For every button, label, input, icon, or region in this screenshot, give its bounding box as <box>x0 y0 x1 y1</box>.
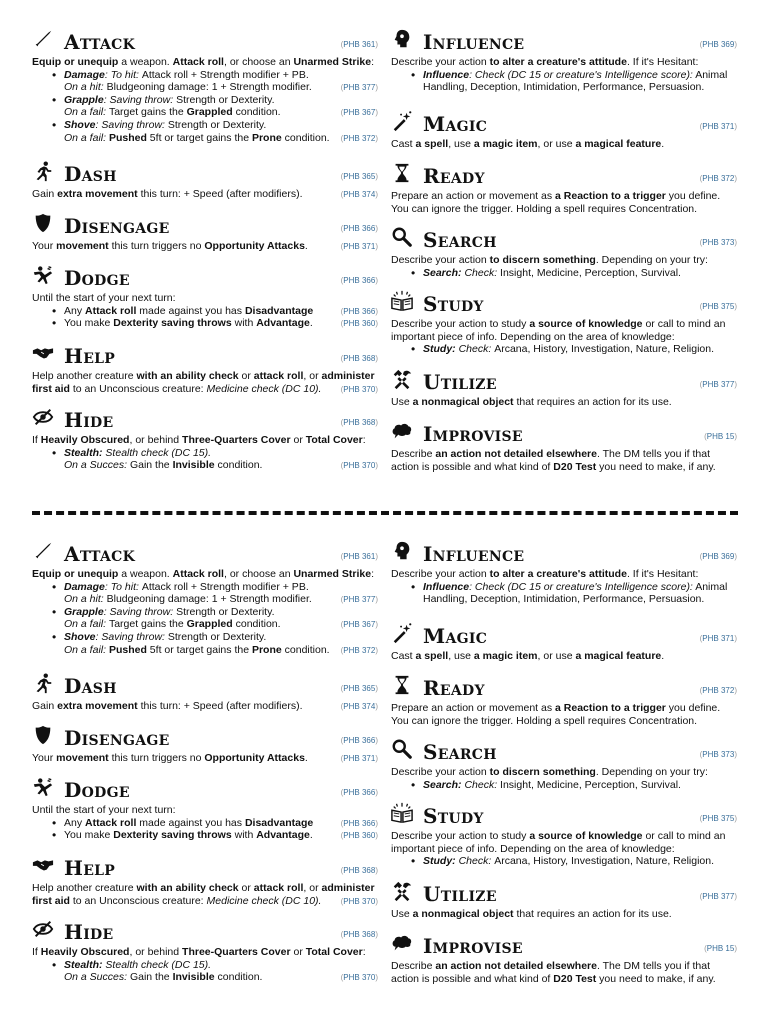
study-description: Describe your action to study a source of knowledge or call to mind an <box>391 318 726 330</box>
dodge-bullet-1: • Any Attack roll made against you has Disadvantage (PHB 366) <box>32 817 378 830</box>
utilize-ref[interactable]: (PHB 377) <box>699 380 737 389</box>
utilize-ref[interactable]: (PHB 377) <box>699 892 737 901</box>
dodge-bullet-2-ref[interactable]: (PHB 360) <box>340 319 378 329</box>
disengage-desc-ref[interactable]: (PHB 371) <box>340 754 378 763</box>
ready-section <box>391 674 737 727</box>
dodge-section <box>32 264 378 330</box>
dodge-bullet-2: • You make Dexterity saving throws with Advantage. (PHB 360) <box>32 317 378 330</box>
magnifier-icon <box>391 738 417 762</box>
dodge-title: Dodge <box>64 266 130 290</box>
search-description: Describe your action to discern something. Depending on your try: <box>391 766 708 778</box>
dodge-description: Until the start of your next turn: <box>32 292 176 304</box>
study-description-2: important piece of info. Depending on the area of knowledge: <box>391 842 675 855</box>
attack-grapple-bullet: • Grapple: Saving throw: Strength or Dexterity. <box>32 606 378 619</box>
help-section <box>32 342 378 395</box>
improvise-ref[interactable]: (PHB 15) <box>704 944 737 953</box>
dodge-bullet-1: • Any Attack roll made against you has Disadvantage (PHB 366) <box>32 305 378 318</box>
handshake-icon <box>32 342 58 366</box>
dodge-figure-icon <box>32 264 58 288</box>
ready-description: Prepare an action or movement as a Reaction to a trigger you define. <box>391 190 721 202</box>
dash-ref[interactable]: (PHB 365) <box>340 172 378 181</box>
attack-title: Attack <box>64 30 136 54</box>
study-title: Study <box>423 804 484 828</box>
improvise-ref[interactable]: (PHB 15) <box>704 432 737 441</box>
attack-damage-ref[interactable]: (PHB 377) <box>340 595 378 605</box>
attack-grapple-ref[interactable]: (PHB 367) <box>340 620 378 630</box>
attack-description: Equip or unequip a weapon. Attack roll, or choose an Unarmed Strike: <box>32 568 374 580</box>
magnifier-icon <box>391 226 417 250</box>
attack-shove-fail: On a fail: Pushed 5ft or target gains the Prone condition. (PHB 372) <box>64 643 378 656</box>
ready-ref[interactable]: (PHB 372) <box>699 686 737 695</box>
attack-damage-hit: On a hit: Bludgeoning damage: 1 + Strength modifier. (PHB 377) <box>64 81 378 94</box>
attack-damage-bullet: • Damage: To hit: Attack roll + Strength modifier + PB. <box>32 581 378 594</box>
utilize-section <box>391 368 737 409</box>
influence-description: Describe your action to alter a creature's attitude. If it's Hesitant: <box>391 568 699 580</box>
hide-stealth-bullet: • Stealth: Stealth check (DC 15). <box>32 447 378 460</box>
study-bullet: • Study: Check: Arcana, History, Investigation, Nature, Religion. <box>391 855 737 868</box>
improvise-section <box>391 420 737 473</box>
magic-section <box>391 622 737 663</box>
dash-ref[interactable]: (PHB 365) <box>340 684 378 693</box>
ready-title: Ready <box>423 164 485 188</box>
influence-section <box>391 540 737 606</box>
ready-description-2: You can ignore the trigger. Holding a spell requires Concentration. <box>391 202 698 215</box>
attack-grapple-fail: On a fail: Target gains the Grappled condition. (PHB 367) <box>64 106 378 119</box>
ready-description: Prepare an action or movement as a Reaction to a trigger you define. <box>391 702 721 714</box>
sword-icon <box>32 540 58 564</box>
attack-shove-ref[interactable]: (PHB 372) <box>340 133 378 143</box>
study-description-2: important piece of info. Depending on the area of knowledge: <box>391 330 675 343</box>
dodge-bullet-2-ref[interactable]: (PHB 360) <box>340 831 378 841</box>
attack-grapple-ref[interactable]: (PHB 367) <box>340 108 378 118</box>
hide-ref[interactable]: (PHB 368) <box>340 930 378 939</box>
study-ref[interactable]: (PHB 375) <box>699 814 737 823</box>
attack-description: Equip or unequip a weapon. Attack roll, or choose an Unarmed Strike: <box>32 56 374 68</box>
improvise-title: Improvise <box>423 422 523 446</box>
speech-head-icon <box>391 540 417 564</box>
help-ref[interactable]: (PHB 368) <box>340 866 378 875</box>
influence-description: Describe your action to alter a creature's attitude. If it's Hesitant: <box>391 56 699 68</box>
dash-desc-ref[interactable]: (PHB 374) <box>340 190 378 199</box>
dodge-bullet-1-ref[interactable]: (PHB 366) <box>340 818 378 828</box>
ready-title: Ready <box>423 676 485 700</box>
attack-grapple-bullet: • Grapple: Saving throw: Strength or Dexterity. <box>32 94 378 107</box>
sword-icon <box>32 28 58 52</box>
influence-bullet: • Influence: Check (DC 15 or creature's Intelligence score): Animal <box>391 69 737 82</box>
hide-title: Hide <box>64 920 114 944</box>
magic-title: Magic <box>423 112 488 136</box>
study-title: Study <box>423 292 484 316</box>
improvise-description-2: action is possible and what kind of D20 Test you need to make, if any. <box>391 460 716 473</box>
ready-ref[interactable]: (PHB 372) <box>699 174 737 183</box>
attack-shove-bullet: • Shove: Saving throw: Strength or Dexterity. <box>32 631 378 644</box>
attack-damage-hit: On a hit: Bludgeoning damage: 1 + Strength modifier. (PHB 377) <box>64 593 378 606</box>
cut-line-divider <box>32 511 738 515</box>
influence-title: Influence <box>423 30 525 54</box>
running-figure-icon <box>32 160 58 184</box>
dash-description: Gain extra movement this turn: + Speed (after modifiers). (PHB 374) <box>32 188 378 200</box>
disengage-description: Your movement this turn triggers no Opportunity Attacks. (PHB 371) <box>32 752 378 764</box>
hide-success-ref[interactable]: (PHB 370) <box>340 461 378 471</box>
dodge-section <box>32 776 378 842</box>
attack-title: Attack <box>64 542 136 566</box>
disengage-section <box>32 212 378 253</box>
hide-title: Hide <box>64 408 114 432</box>
hide-section <box>32 406 378 472</box>
disengage-description: Your movement this turn triggers no Opportunity Attacks. (PHB 371) <box>32 240 378 252</box>
study-section <box>391 290 737 356</box>
utilize-title: Utilize <box>423 882 497 906</box>
hammer-pick-icon <box>391 368 417 392</box>
influence-title: Influence <box>423 542 525 566</box>
influence-bullet-cont: Handling, Deception, Intimidation, Performance, Persuasion. <box>423 593 705 606</box>
improvise-description: Describe an action not detailed elsewhere. The DM tells you if that <box>391 960 711 972</box>
help-desc-ref[interactable]: (PHB 370) <box>340 896 378 906</box>
help-description: Help another creature with an ability check or attack roll, or administer <box>32 370 375 382</box>
dash-title: Dash <box>64 162 117 186</box>
influence-ref[interactable]: (PHB 369) <box>699 552 737 561</box>
utilize-description: Use a nonmagical object that requires an action for its use. <box>391 908 672 920</box>
shield-icon <box>32 724 58 748</box>
attack-shove-ref[interactable]: (PHB 372) <box>340 645 378 655</box>
attack-grapple-fail: On a fail: Target gains the Grappled condition. (PHB 367) <box>64 618 378 631</box>
disengage-title: Disengage <box>64 726 170 750</box>
dodge-bullet-1-ref[interactable]: (PHB 366) <box>340 306 378 316</box>
influence-bullet: • Influence: Check (DC 15 or creature's Intelligence score): Animal <box>391 581 737 594</box>
utilize-section <box>391 880 737 921</box>
hourglass-icon <box>391 162 417 186</box>
open-book-icon <box>391 802 417 826</box>
dodge-bullet-2: • You make Dexterity saving throws with Advantage. (PHB 360) <box>32 829 378 842</box>
speech-head-icon <box>391 28 417 52</box>
attack-ref[interactable]: (PHB 361) <box>340 552 378 561</box>
magic-description: Cast a spell, use a magic item, or use a magical feature. <box>391 138 665 150</box>
help-title: Help <box>64 344 116 368</box>
attack-section <box>32 540 378 656</box>
hide-ref[interactable]: (PHB 368) <box>340 418 378 427</box>
hide-section <box>32 918 378 984</box>
attack-shove-fail: On a fail: Pushed 5ft or target gains the Prone condition. (PHB 372) <box>64 131 378 144</box>
magic-wand-icon <box>391 110 417 134</box>
disengage-ref[interactable]: (PHB 366) <box>340 224 378 233</box>
hourglass-icon <box>391 674 417 698</box>
influence-section <box>391 28 737 94</box>
shield-icon <box>32 212 58 236</box>
hide-stealth-success: On a Succes: Gain the Invisible condition. (PHB 370) <box>64 459 378 472</box>
hide-description: If Heavily Obscured, or behind Three-Quarters Cover or Total Cover: <box>32 434 366 446</box>
magic-description: Cast a spell, use a magic item, or use a magical feature. <box>391 650 665 662</box>
help-description-2: first aid to an Unconscious creature: Medicine check (DC 10). (PHB 370) <box>32 894 378 907</box>
attack-damage-ref[interactable]: (PHB 377) <box>340 83 378 93</box>
hide-description: If Heavily Obscured, or behind Three-Quarters Cover or Total Cover: <box>32 946 366 958</box>
study-ref[interactable]: (PHB 375) <box>699 302 737 311</box>
action-card-2 <box>0 540 768 1030</box>
attack-section <box>32 28 378 144</box>
ready-section <box>391 162 737 215</box>
cloud-speech-icon <box>391 932 417 956</box>
help-title: Help <box>64 856 116 880</box>
influence-ref[interactable]: (PHB 369) <box>699 40 737 49</box>
dash-section <box>32 160 378 201</box>
help-description-2: first aid to an Unconscious creature: Medicine check (DC 10). (PHB 370) <box>32 382 378 395</box>
attack-shove-bullet: • Shove: Saving throw: Strength or Dexterity. <box>32 119 378 132</box>
crossed-eye-icon <box>32 918 58 942</box>
help-ref[interactable]: (PHB 368) <box>340 354 378 363</box>
dodge-ref[interactable]: (PHB 366) <box>340 276 378 285</box>
search-section <box>391 738 737 791</box>
crossed-eye-icon <box>32 406 58 430</box>
dodge-title: Dodge <box>64 778 130 802</box>
search-description: Describe your action to discern something. Depending on your try: <box>391 254 708 266</box>
running-figure-icon <box>32 672 58 696</box>
influence-bullet-cont: Handling, Deception, Intimidation, Performance, Persuasion. <box>423 81 705 94</box>
magic-title: Magic <box>423 624 488 648</box>
improvise-title: Improvise <box>423 934 523 958</box>
search-title: Search <box>423 228 497 252</box>
dash-section <box>32 672 378 713</box>
dodge-description: Until the start of your next turn: <box>32 804 176 816</box>
help-desc-ref[interactable]: (PHB 370) <box>340 384 378 394</box>
help-description: Help another creature with an ability check or attack roll, or administer <box>32 882 375 894</box>
dash-description: Gain extra movement this turn: + Speed (after modifiers). (PHB 374) <box>32 700 378 712</box>
hammer-pick-icon <box>391 880 417 904</box>
search-title: Search <box>423 740 497 764</box>
disengage-ref[interactable]: (PHB 366) <box>340 736 378 745</box>
study-bullet: • Study: Check: Arcana, History, Investigation, Nature, Religion. <box>391 343 737 356</box>
improvise-description: Describe an action not detailed elsewhere. The DM tells you if that <box>391 448 711 460</box>
cloud-speech-icon <box>391 420 417 444</box>
handshake-icon <box>32 854 58 878</box>
study-description: Describe your action to study a source of knowledge or call to mind an <box>391 830 726 842</box>
ready-description-2: You can ignore the trigger. Holding a spell requires Concentration. <box>391 714 698 727</box>
disengage-desc-ref[interactable]: (PHB 371) <box>340 242 378 251</box>
action-card-1 <box>0 28 768 518</box>
magic-wand-icon <box>391 622 417 646</box>
disengage-title: Disengage <box>64 214 170 238</box>
search-ref[interactable]: (PHB 373) <box>699 238 737 247</box>
search-ref[interactable]: (PHB 373) <box>699 750 737 759</box>
study-section <box>391 802 737 868</box>
hide-stealth-success: On a Succes: Gain the Invisible condition. (PHB 370) <box>64 971 378 984</box>
improvise-section <box>391 932 737 985</box>
utilize-description: Use a nonmagical object that requires an action for its use. <box>391 396 672 408</box>
hide-success-ref[interactable]: (PHB 370) <box>340 973 378 983</box>
dash-desc-ref[interactable]: (PHB 374) <box>340 702 378 711</box>
search-bullet: • Search: Check: Insight, Medicine, Perception, Survival. <box>391 779 737 792</box>
utilize-title: Utilize <box>423 370 497 394</box>
magic-ref[interactable]: (PHB 371) <box>699 122 737 131</box>
improvise-description-2: action is possible and what kind of D20 Test you need to make, if any. <box>391 972 716 985</box>
open-book-icon <box>391 290 417 314</box>
hide-stealth-bullet: • Stealth: Stealth check (DC 15). <box>32 959 378 972</box>
search-section <box>391 226 737 279</box>
magic-ref[interactable]: (PHB 371) <box>699 634 737 643</box>
dash-title: Dash <box>64 674 117 698</box>
attack-ref[interactable]: (PHB 361) <box>340 40 378 49</box>
help-section <box>32 854 378 907</box>
search-bullet: • Search: Check: Insight, Medicine, Perception, Survival. <box>391 267 737 280</box>
dodge-ref[interactable]: (PHB 366) <box>340 788 378 797</box>
magic-section <box>391 110 737 151</box>
disengage-section <box>32 724 378 765</box>
attack-damage-bullet: • Damage: To hit: Attack roll + Strength modifier + PB. <box>32 69 378 82</box>
dodge-figure-icon <box>32 776 58 800</box>
